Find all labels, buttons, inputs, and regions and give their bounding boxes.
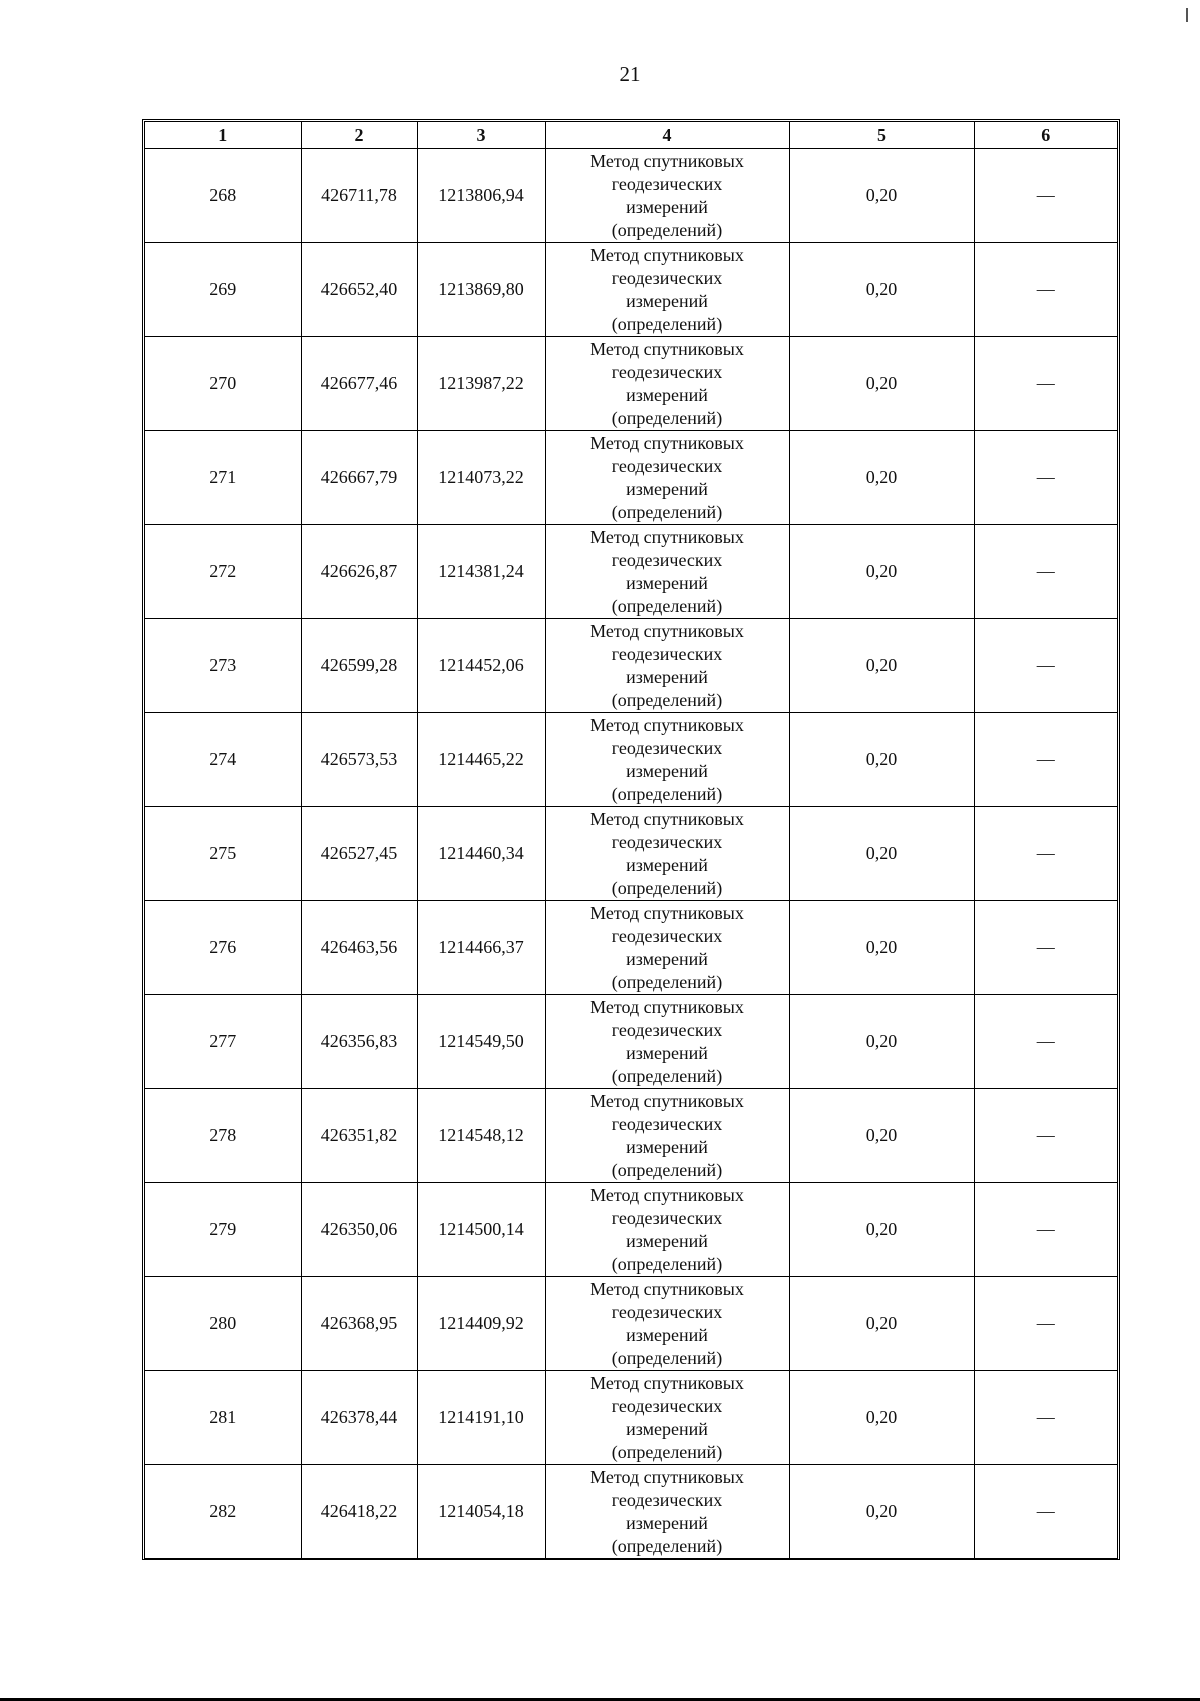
accuracy-cell: 0,20 <box>789 525 974 619</box>
coordinates-table-frame <box>142 119 1120 1560</box>
dash-cell: — <box>974 1277 1117 1371</box>
table-row <box>145 713 1117 807</box>
coordinate-x-cell: 426711,78 <box>301 149 417 243</box>
method-line: Метод спутниковых <box>590 714 744 735</box>
accuracy-cell: 0,20 <box>789 807 974 901</box>
method-line: Метод спутниковых <box>590 432 744 453</box>
method-cell <box>545 337 789 431</box>
coordinate-x-cell: 426356,83 <box>301 995 417 1089</box>
method-line: (определений) <box>611 501 723 522</box>
coordinates-table <box>145 122 1117 1558</box>
coordinate-y-cell: 1214409,92 <box>417 1277 545 1371</box>
method-line: измерений <box>626 1136 708 1157</box>
dash-cell: — <box>974 149 1117 243</box>
accuracy-cell: 0,20 <box>789 619 974 713</box>
accuracy-cell: 0,20 <box>789 995 974 1089</box>
method-line: (определений) <box>611 1347 723 1368</box>
coordinate-x-cell: 426652,40 <box>301 243 417 337</box>
method-line: геодезических <box>611 173 723 194</box>
header-cell-5: 5 <box>789 122 974 149</box>
accuracy-cell: 0,20 <box>789 713 974 807</box>
accuracy-cell: 0,20 <box>789 1183 974 1277</box>
accuracy-cell: 0,20 <box>789 431 974 525</box>
point-number-cell: 275 <box>145 807 301 901</box>
coordinate-x-cell: 426418,22 <box>301 1465 417 1559</box>
point-number-cell: 271 <box>145 431 301 525</box>
accuracy-cell: 0,20 <box>789 1465 974 1559</box>
method-line: (определений) <box>611 689 723 710</box>
accuracy-cell: 0,20 <box>789 1277 974 1371</box>
method-line: Метод спутниковых <box>590 808 744 829</box>
method-line: (определений) <box>611 877 723 898</box>
method-line: Метод спутниковых <box>590 1466 744 1487</box>
coordinate-y-cell: 1214460,34 <box>417 807 545 901</box>
coordinate-x-cell: 426350,06 <box>301 1183 417 1277</box>
point-number-cell: 269 <box>145 243 301 337</box>
method-line: геодезических <box>611 549 723 570</box>
table-body <box>145 149 1117 1559</box>
accuracy-cell: 0,20 <box>789 901 974 995</box>
table-row <box>145 619 1117 713</box>
table-row <box>145 1277 1117 1371</box>
method-line: измерений <box>626 1042 708 1063</box>
method-cell <box>545 1089 789 1183</box>
method-line: измерений <box>626 1324 708 1345</box>
method-line: геодезических <box>611 643 723 664</box>
method-line: измерений <box>626 572 708 593</box>
point-number-cell: 270 <box>145 337 301 431</box>
point-number-cell: 273 <box>145 619 301 713</box>
accuracy-cell: 0,20 <box>789 1089 974 1183</box>
table-row <box>145 431 1117 525</box>
header-cell-3: 3 <box>417 122 545 149</box>
method-line: измерений <box>626 1418 708 1439</box>
method-cell <box>545 1183 789 1277</box>
header-cell-6: 6 <box>974 122 1117 149</box>
method-cell <box>545 1371 789 1465</box>
coordinate-y-cell: 1213806,94 <box>417 149 545 243</box>
coordinate-y-cell: 1214073,22 <box>417 431 545 525</box>
header-cell-2: 2 <box>301 122 417 149</box>
table-row <box>145 1465 1117 1559</box>
coordinate-y-cell: 1213987,22 <box>417 337 545 431</box>
method-line: (определений) <box>611 1441 723 1462</box>
method-line: Метод спутниковых <box>590 902 744 923</box>
dash-cell: — <box>974 431 1117 525</box>
coordinate-y-cell: 1214466,37 <box>417 901 545 995</box>
coordinate-y-cell: 1214549,50 <box>417 995 545 1089</box>
point-number-cell: 268 <box>145 149 301 243</box>
table-row <box>145 995 1117 1089</box>
point-number-cell: 282 <box>145 1465 301 1559</box>
dash-cell: — <box>974 1371 1117 1465</box>
method-line: геодезических <box>611 1019 723 1040</box>
point-number-cell: 276 <box>145 901 301 995</box>
method-line: геодезических <box>611 267 723 288</box>
accuracy-cell: 0,20 <box>789 337 974 431</box>
method-cell <box>545 149 789 243</box>
method-line: (определений) <box>611 1535 723 1556</box>
method-line: измерений <box>626 666 708 687</box>
method-line: Метод спутниковых <box>590 1184 744 1205</box>
method-cell <box>545 1277 789 1371</box>
method-line: (определений) <box>611 313 723 334</box>
method-line: (определений) <box>611 1065 723 1086</box>
coordinate-x-cell: 426667,79 <box>301 431 417 525</box>
method-line: измерений <box>626 196 708 217</box>
method-line: геодезических <box>611 361 723 382</box>
coordinate-x-cell: 426573,53 <box>301 713 417 807</box>
dash-cell: — <box>974 713 1117 807</box>
method-line: (определений) <box>611 1253 723 1274</box>
method-line: (определений) <box>611 971 723 992</box>
method-cell <box>545 713 789 807</box>
method-line: геодезических <box>611 1207 723 1228</box>
method-line: измерений <box>626 478 708 499</box>
table-row <box>145 525 1117 619</box>
point-number-cell: 274 <box>145 713 301 807</box>
header-cell-1: 1 <box>145 122 301 149</box>
accuracy-cell: 0,20 <box>789 1371 974 1465</box>
coordinate-y-cell: 1214381,24 <box>417 525 545 619</box>
method-line: геодезических <box>611 831 723 852</box>
coordinate-y-cell: 1214465,22 <box>417 713 545 807</box>
method-line: Метод спутниковых <box>590 996 744 1017</box>
coordinate-y-cell: 1214054,18 <box>417 1465 545 1559</box>
header-cell-4: 4 <box>545 122 789 149</box>
point-number-cell: 272 <box>145 525 301 619</box>
method-line: измерений <box>626 290 708 311</box>
method-line: геодезических <box>611 455 723 476</box>
method-cell <box>545 431 789 525</box>
coordinate-y-cell: 1214548,12 <box>417 1089 545 1183</box>
dash-cell: — <box>974 337 1117 431</box>
accuracy-cell: 0,20 <box>789 149 974 243</box>
coordinate-x-cell: 426677,46 <box>301 337 417 431</box>
accuracy-cell: 0,20 <box>789 243 974 337</box>
coordinate-x-cell: 426599,28 <box>301 619 417 713</box>
coordinate-x-cell: 426626,87 <box>301 525 417 619</box>
method-cell <box>545 901 789 995</box>
table-row <box>145 1183 1117 1277</box>
coordinate-x-cell: 426527,45 <box>301 807 417 901</box>
coordinate-y-cell: 1214452,06 <box>417 619 545 713</box>
method-cell <box>545 243 789 337</box>
table-row <box>145 807 1117 901</box>
dash-cell: — <box>974 995 1117 1089</box>
point-number-cell: 281 <box>145 1371 301 1465</box>
method-cell <box>545 995 789 1089</box>
table-row <box>145 243 1117 337</box>
table-header <box>145 122 1117 149</box>
coordinate-x-cell: 426351,82 <box>301 1089 417 1183</box>
method-cell <box>545 1465 789 1559</box>
point-number-cell: 280 <box>145 1277 301 1371</box>
method-line: Метод спутниковых <box>590 526 744 547</box>
method-line: геодезических <box>611 1489 723 1510</box>
coordinate-x-cell: 426463,56 <box>301 901 417 995</box>
coordinate-x-cell: 426378,44 <box>301 1371 417 1465</box>
page-number: 21 <box>619 62 641 86</box>
method-line: геодезических <box>611 925 723 946</box>
coordinate-y-cell: 1213869,80 <box>417 243 545 337</box>
method-line: Метод спутниковых <box>590 1372 744 1393</box>
table-row <box>145 337 1117 431</box>
coordinate-x-cell: 426368,95 <box>301 1277 417 1371</box>
method-cell <box>545 525 789 619</box>
method-line: измерений <box>626 948 708 969</box>
dash-cell: — <box>974 619 1117 713</box>
dash-cell: — <box>974 1183 1117 1277</box>
method-line: измерений <box>626 1230 708 1251</box>
method-line: Метод спутниковых <box>590 338 744 359</box>
method-line: (определений) <box>611 783 723 804</box>
scan-corner-mark <box>1186 8 1188 22</box>
method-line: Метод спутниковых <box>590 1090 744 1111</box>
method-line: геодезических <box>611 737 723 758</box>
coordinate-y-cell: 1214191,10 <box>417 1371 545 1465</box>
method-line: (определений) <box>611 1159 723 1180</box>
dash-cell: — <box>974 1465 1117 1559</box>
table-row <box>145 901 1117 995</box>
dash-cell: — <box>974 243 1117 337</box>
dash-cell: — <box>974 807 1117 901</box>
dash-cell: — <box>974 901 1117 995</box>
point-number-cell: 277 <box>145 995 301 1089</box>
table-row <box>145 149 1117 243</box>
method-line: (определений) <box>611 407 723 428</box>
method-line: Метод спутниковых <box>590 244 744 265</box>
method-line: измерений <box>626 760 708 781</box>
method-line: геодезических <box>611 1301 723 1322</box>
method-line: Метод спутниковых <box>590 1278 744 1299</box>
method-line: измерений <box>626 384 708 405</box>
method-line: геодезических <box>611 1395 723 1416</box>
header-row <box>145 122 1117 149</box>
method-line: (определений) <box>611 219 723 240</box>
method-line: геодезических <box>611 1113 723 1134</box>
method-line: измерений <box>626 854 708 875</box>
method-line: измерений <box>626 1512 708 1533</box>
table-row <box>145 1089 1117 1183</box>
table-row <box>145 1371 1117 1465</box>
method-cell <box>545 619 789 713</box>
method-line: Метод спутниковых <box>590 620 744 641</box>
point-number-cell: 279 <box>145 1183 301 1277</box>
dash-cell: — <box>974 525 1117 619</box>
method-line: Метод спутниковых <box>590 150 744 171</box>
coordinate-y-cell: 1214500,14 <box>417 1183 545 1277</box>
dash-cell: — <box>974 1089 1117 1183</box>
method-cell <box>545 807 789 901</box>
point-number-cell: 278 <box>145 1089 301 1183</box>
method-line: (определений) <box>611 595 723 616</box>
